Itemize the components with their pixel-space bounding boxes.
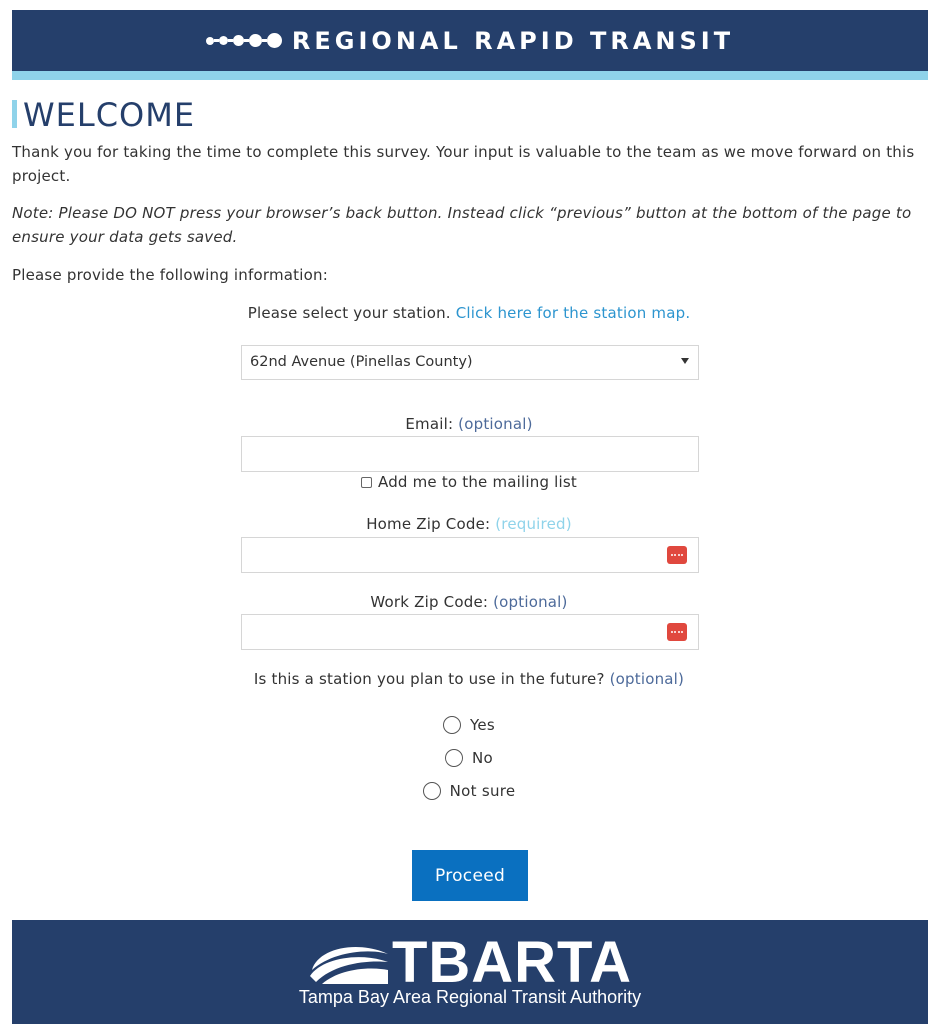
intro-text: Thank you for taking the time to complete this survey. Your input is valuable to the team as we move forward on this project.: [12, 143, 915, 185]
password-dots-icon[interactable]: [667, 623, 687, 641]
transit-dots-icon: [206, 33, 282, 48]
footer-subtitle: Tampa Bay Area Regional Transit Authority: [298, 987, 642, 1007]
radio-option-no[interactable]: [0, 749, 938, 767]
password-dots-icon[interactable]: [667, 546, 687, 564]
welcome-accent-bar: [12, 100, 17, 128]
header-brand: [12, 10, 928, 71]
radio-not-sure[interactable]: [423, 782, 441, 800]
station-select-value: 62nd Avenue (Pinellas County): [250, 354, 473, 370]
swoosh-icon: [308, 940, 390, 986]
work-zip-optional-hint: (optional): [493, 593, 568, 611]
work-zip-label: [0, 591, 938, 613]
work-zip-label-text: Work Zip Code:: [370, 593, 489, 611]
mailing-list-row[interactable]: [0, 473, 938, 491]
provide-info-text: Please provide the following information:: [12, 266, 328, 284]
home-zip-label-text: Home Zip Code:: [366, 515, 491, 533]
tbarta-logo: [12, 930, 928, 995]
radio-yes-label: Yes: [469, 716, 496, 734]
station-map-link[interactable]: Click here for the station map.: [455, 304, 691, 322]
work-zip-field[interactable]: [241, 614, 699, 650]
email-label: [0, 413, 938, 435]
future-question: [0, 668, 938, 690]
radio-no-label: No: [472, 749, 493, 767]
mailing-list-label: Add me to the mailing list: [378, 473, 577, 491]
station-label: [0, 302, 938, 324]
radio-option-yes[interactable]: [0, 716, 938, 734]
radio-not-sure-label: Not sure: [449, 782, 516, 800]
page-title: WELCOME: [23, 96, 196, 134]
future-question-text: Is this a station you plan to use in the future?: [253, 670, 605, 688]
site-footer: [12, 920, 928, 1024]
back-button-note: Note: Please DO NOT press your browser’s back button. Instead click “previous” button at the bottom of the page to ensure your data gets saved.: [12, 204, 912, 246]
home-zip-field[interactable]: [241, 537, 699, 573]
home-zip-label: [0, 513, 938, 535]
header-title: REGIONAL RAPID TRANSIT: [291, 26, 735, 55]
radio-option-not-sure[interactable]: [0, 782, 938, 800]
email-field[interactable]: [241, 436, 699, 472]
mailing-list-checkbox[interactable]: [361, 477, 372, 488]
future-optional-hint: (optional): [609, 670, 685, 688]
caret-down-icon: [681, 358, 689, 364]
site-header: [12, 10, 928, 71]
radio-no[interactable]: [445, 749, 463, 767]
tbarta-logo-text: TBARTA: [391, 930, 633, 995]
header-accent-stripe: [12, 71, 928, 80]
proceed-button[interactable]: Proceed: [412, 850, 528, 901]
email-optional-hint: (optional): [458, 415, 533, 433]
station-select[interactable]: [241, 345, 699, 380]
radio-yes[interactable]: [443, 716, 461, 734]
station-prompt: Please select your station.: [247, 304, 451, 322]
email-label-text: Email:: [405, 415, 454, 433]
home-zip-required-hint: (required): [495, 515, 572, 533]
